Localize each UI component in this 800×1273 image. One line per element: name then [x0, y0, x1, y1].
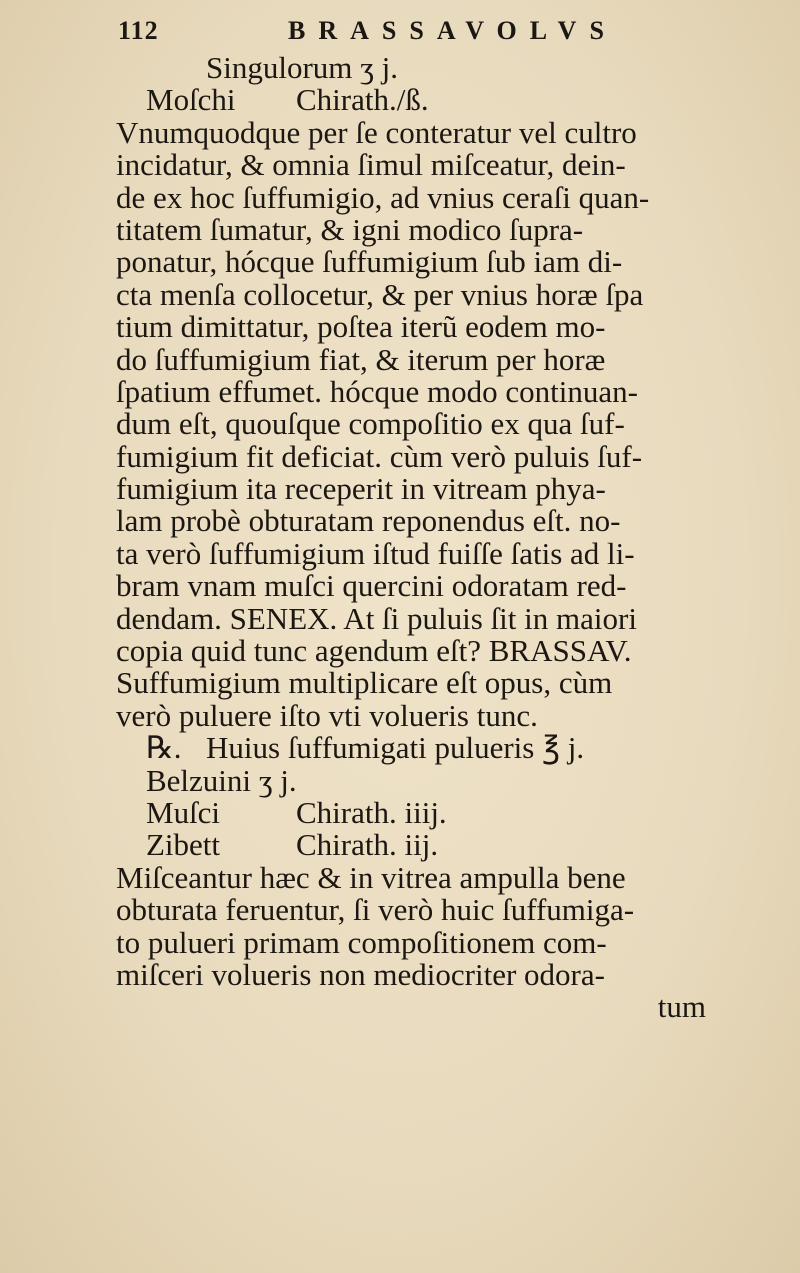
text-line: obturata feruentur, ſi verò huic ſuffumiga-	[116, 892, 635, 928]
text-line: copia quid tunc agendum eſt? BRASSAV.	[116, 633, 632, 669]
text-line: fumigium fit deficiat. cùm verò puluis ſuf-	[116, 438, 643, 474]
running-title: BRASSAVOLVS	[288, 16, 617, 45]
text-line: bram vnam muſci quercini odoratam red-	[116, 568, 627, 604]
recipe-line: Moſchi Chirath./ß.	[146, 82, 429, 118]
body-text	[116, 52, 736, 1024]
text-line: tium dimittatur, poſtea iterũ eodem mo-	[116, 309, 606, 345]
text-line: ta verò ſuffumigium iſtud fuiſſe ſatis ad li-	[116, 535, 635, 571]
text-line: titatem ſumatur, & igni modico ſupra-	[116, 211, 584, 247]
text-line: Singulorum ʒ j.	[206, 50, 399, 85]
text-line: Vnumquodque per ſe conteratur vel cultro	[116, 114, 637, 150]
text-line: dum eſt, quouſque compoſitio ex qua ſuf-	[116, 406, 625, 442]
text-line: miſceri volueris non mediocriter odora-	[116, 956, 605, 992]
text-line: fumigium ita receperit in vitream phya-	[116, 471, 606, 507]
text-line: Suffumigium multiplicare eſt opus, cùm	[116, 665, 613, 701]
recipe-line: Muſci Chirath. iiij.	[146, 794, 447, 830]
text-line: ponatur, hócque ſuffumigium ſub iam di-	[116, 244, 623, 280]
text-line: lam probè obturatam reponendus eſt. no-	[116, 503, 621, 539]
text-line: cta menſa collocetur, & per vnius horæ ſpa	[116, 276, 644, 312]
text-line: verò puluere iſto vti volueris tunc.	[116, 697, 538, 733]
recipe-line: ℞. Huius ſuffumigati pulueris ℥ j.	[146, 730, 585, 766]
running-head	[118, 14, 718, 54]
text-line: do ſuffumigium fiat, & iterum per horæ	[116, 341, 606, 377]
text-line: incidatur, & omnia ſimul miſceatur, dein-	[116, 147, 626, 183]
text-line: dendam. SENEX. At ſi puluis ſit in maiori	[116, 600, 637, 636]
catchword: tum	[657, 989, 706, 1025]
recipe-line: Zibett Chirath. iij.	[146, 827, 439, 863]
text-line: to pulueri primam compoſitionem com-	[116, 924, 607, 960]
recipe-line: Belzuini ʒ j.	[146, 762, 297, 798]
page-number: 112	[118, 16, 159, 45]
text-line: de ex hoc ſuffumigio, ad vnius ceraſi quan-	[116, 179, 650, 215]
text-line: ſpatium effumet. hócque modo continuan-	[116, 373, 638, 409]
text-line: Miſceantur hæc & in vitrea ampulla bene	[116, 859, 626, 895]
